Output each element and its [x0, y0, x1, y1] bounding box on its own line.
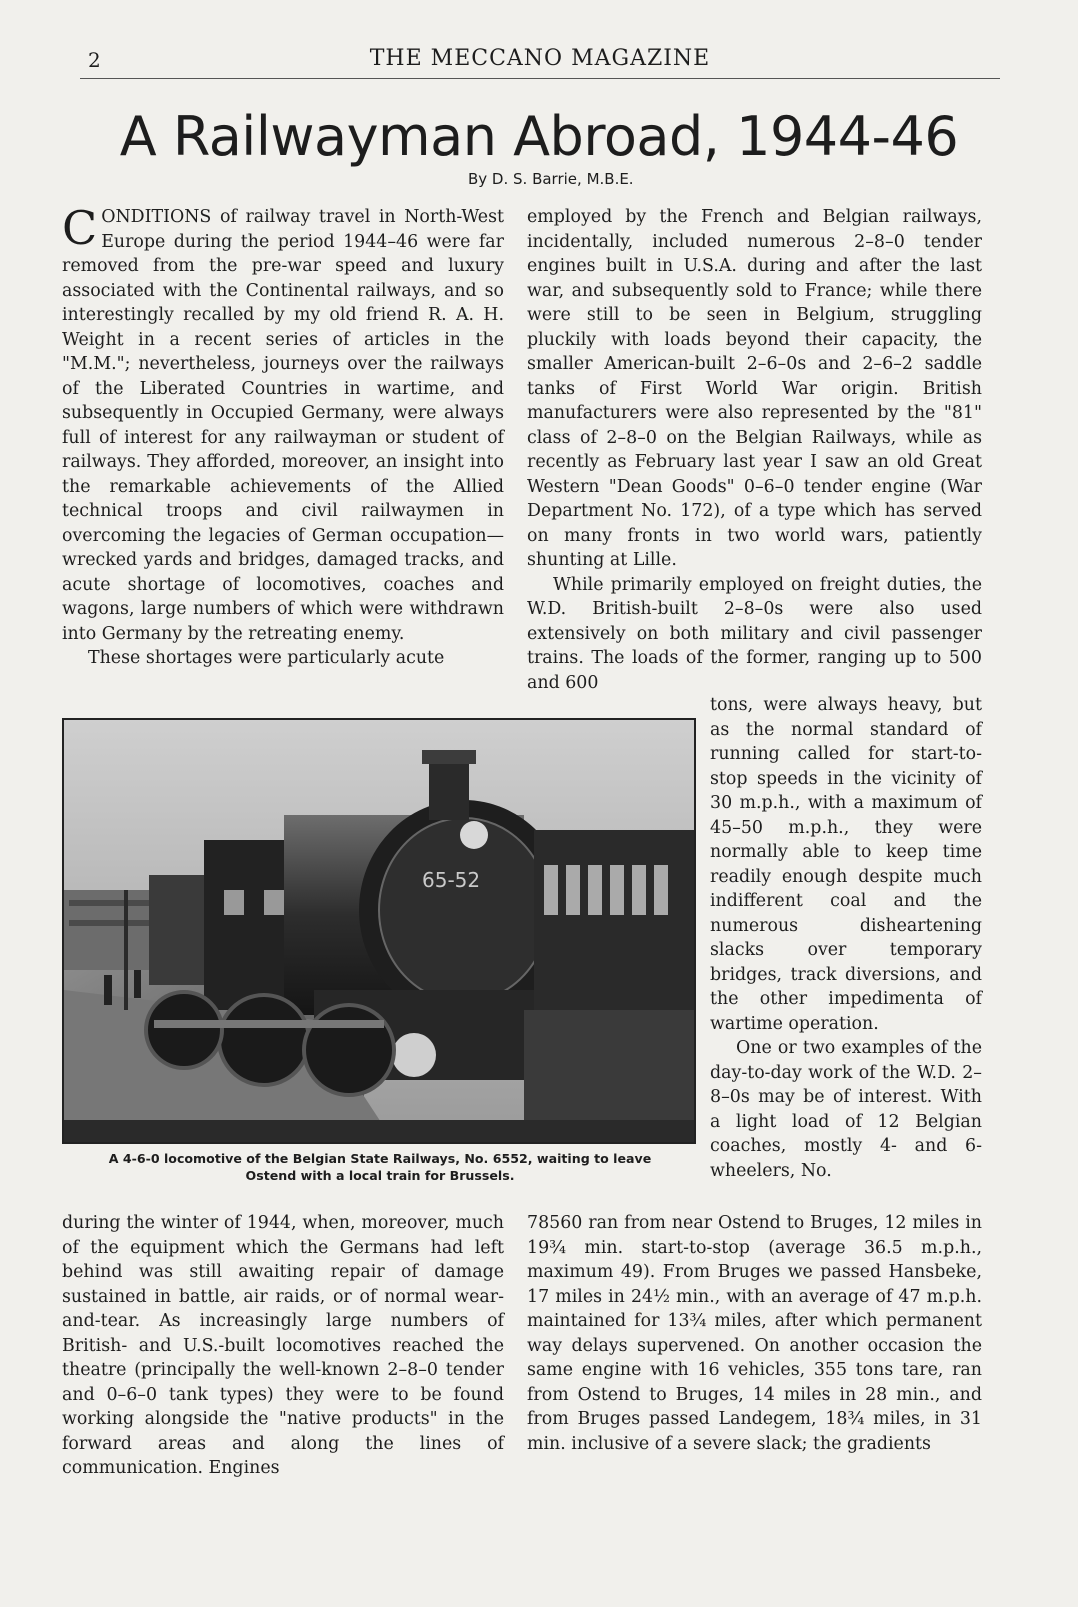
paragraph: during the winter of 1944, when, moreover, much of the equipment which the Germans had left behind was still awaiting repair of damage sustained in battle, air raids, or of normal wear-and-tear. As increasingly large numbers of British- and U.S.-built locomotives reached the theatre (principally the well-known 2–8–0 tender and 0–6–0 tank types) they were to be found working alongside the "native products" in the forward areas and along the lines of communication. Engines	[62, 1213, 504, 1478]
caption-line: Ostend with a local train for Brussels.	[245, 1168, 515, 1183]
magazine-title: THE MECCANO MAGAZINE	[369, 46, 711, 71]
caption-line: A 4-6-0 locomotive of the Belgian State Railways, No. 6552, waiting to leave	[108, 1151, 652, 1166]
paragraph: These shortages were particularly acute	[88, 648, 445, 668]
paragraph: One or two examples of the day-to-day work of the W.D. 2–8–0s may be of interest. With a light load of 12 Belgian coaches, mostly 4- and 6-wheelers, No.	[710, 1038, 982, 1181]
column-left-top	[62, 201, 504, 671]
paragraph: 78560 ran from near Ostend to Bruges, 12 miles in 19¾ min. start-to-stop (average 36.5 m.p.h., maximum 49). From Bruges we passed Hansbeke, 17 miles in 24½ min., with an average of 47 m.p.h. maintained for 13¾ miles, after which permanent way delays supervened. On another occasion the same engine with 16 vehicles, 355 tons tare, ran from Ostend to Bruges, 14 miles in 28 min., and from Bruges passed Landegem, 18¾ miles, in 31 min. inclusive of a severe slack; the gradients	[527, 1213, 982, 1454]
running-head	[80, 44, 1000, 79]
article-title: A Railwayman Abroad, 1944-46	[119, 105, 959, 168]
page-number: 2	[88, 48, 101, 72]
paragraph: CONDITIONS of railway travel in North-West Europe during the period 1944–46 were far removed from the pre-war speed and luxury associated with the Continental railways, and so interestingly recalled by my old friend R. A. H. Weight in a recent series of articles in the "M.M."; nevertheless, journeys over the railways of the Liberated Countries in wartime, and subsequently in Occupied Germany, were always full of interest for any railwayman or student of railways. They afforded, moreover, an insight into the remarkable achievements of the Allied technical troops and civil railwaymen in overcoming the legacies of German occupation—wrecked yards and bridges, damaged tracks, and acute shortage of locomotives, coaches and wagons, large numbers of which were withdrawn into Germany by the retreating enemy.	[62, 201, 504, 644]
smokebox-number-plate: 65-52	[422, 868, 481, 892]
column-right-bottom	[527, 1211, 982, 1456]
paragraph: tons, were always heavy, but as the normal standard of running called for start-to-stop speeds in the vicinity of 30 m.p.h., with a maximum of 45–50 m.p.h., they were normally able to keep time readily enough despite much indifferent coal and the numerous disheartening slacks over temporary bridges, track diversions, and the other impedimenta of wartime operation.	[710, 695, 982, 1034]
paragraph: While primarily employed on freight duties, the W.D. British-built 2–8–0s were also used extensively on both military and civil passenger trains. The loads of the former, ranging up to 500 and 600	[527, 574, 982, 693]
photo-caption	[55, 1150, 705, 1184]
drop-cap: C	[62, 201, 98, 255]
locomotive-illustration	[64, 720, 694, 1142]
locomotive-photo	[62, 718, 696, 1144]
byline: By D. S. Barrie, M.B.E.	[468, 170, 634, 188]
column-right-narrow	[710, 693, 982, 1183]
column-left-bottom	[62, 1211, 504, 1481]
paragraph: employed by the French and Belgian railways, incidentally, included numerous 2–8–0 tender engines built in U.S.A. during and after the last war, and subsequently sold to France; while there were still to be seen in Belgium, struggling pluckily with loads beyond their capacity, the smaller American-built 2–6–0s and 2–6–2 saddle tanks of First World War origin. British manufacturers were also represented by the "81" class of 2–8–0 on the Belgian Railways, while as recently as February last year I saw an old Great Western "Dean Goods" 0–6–0 tender engine (War Department No. 172), of a type which has served on many fronts in two world wars, patiently shunting at Lille.	[527, 207, 982, 570]
column-right-top	[527, 205, 982, 695]
